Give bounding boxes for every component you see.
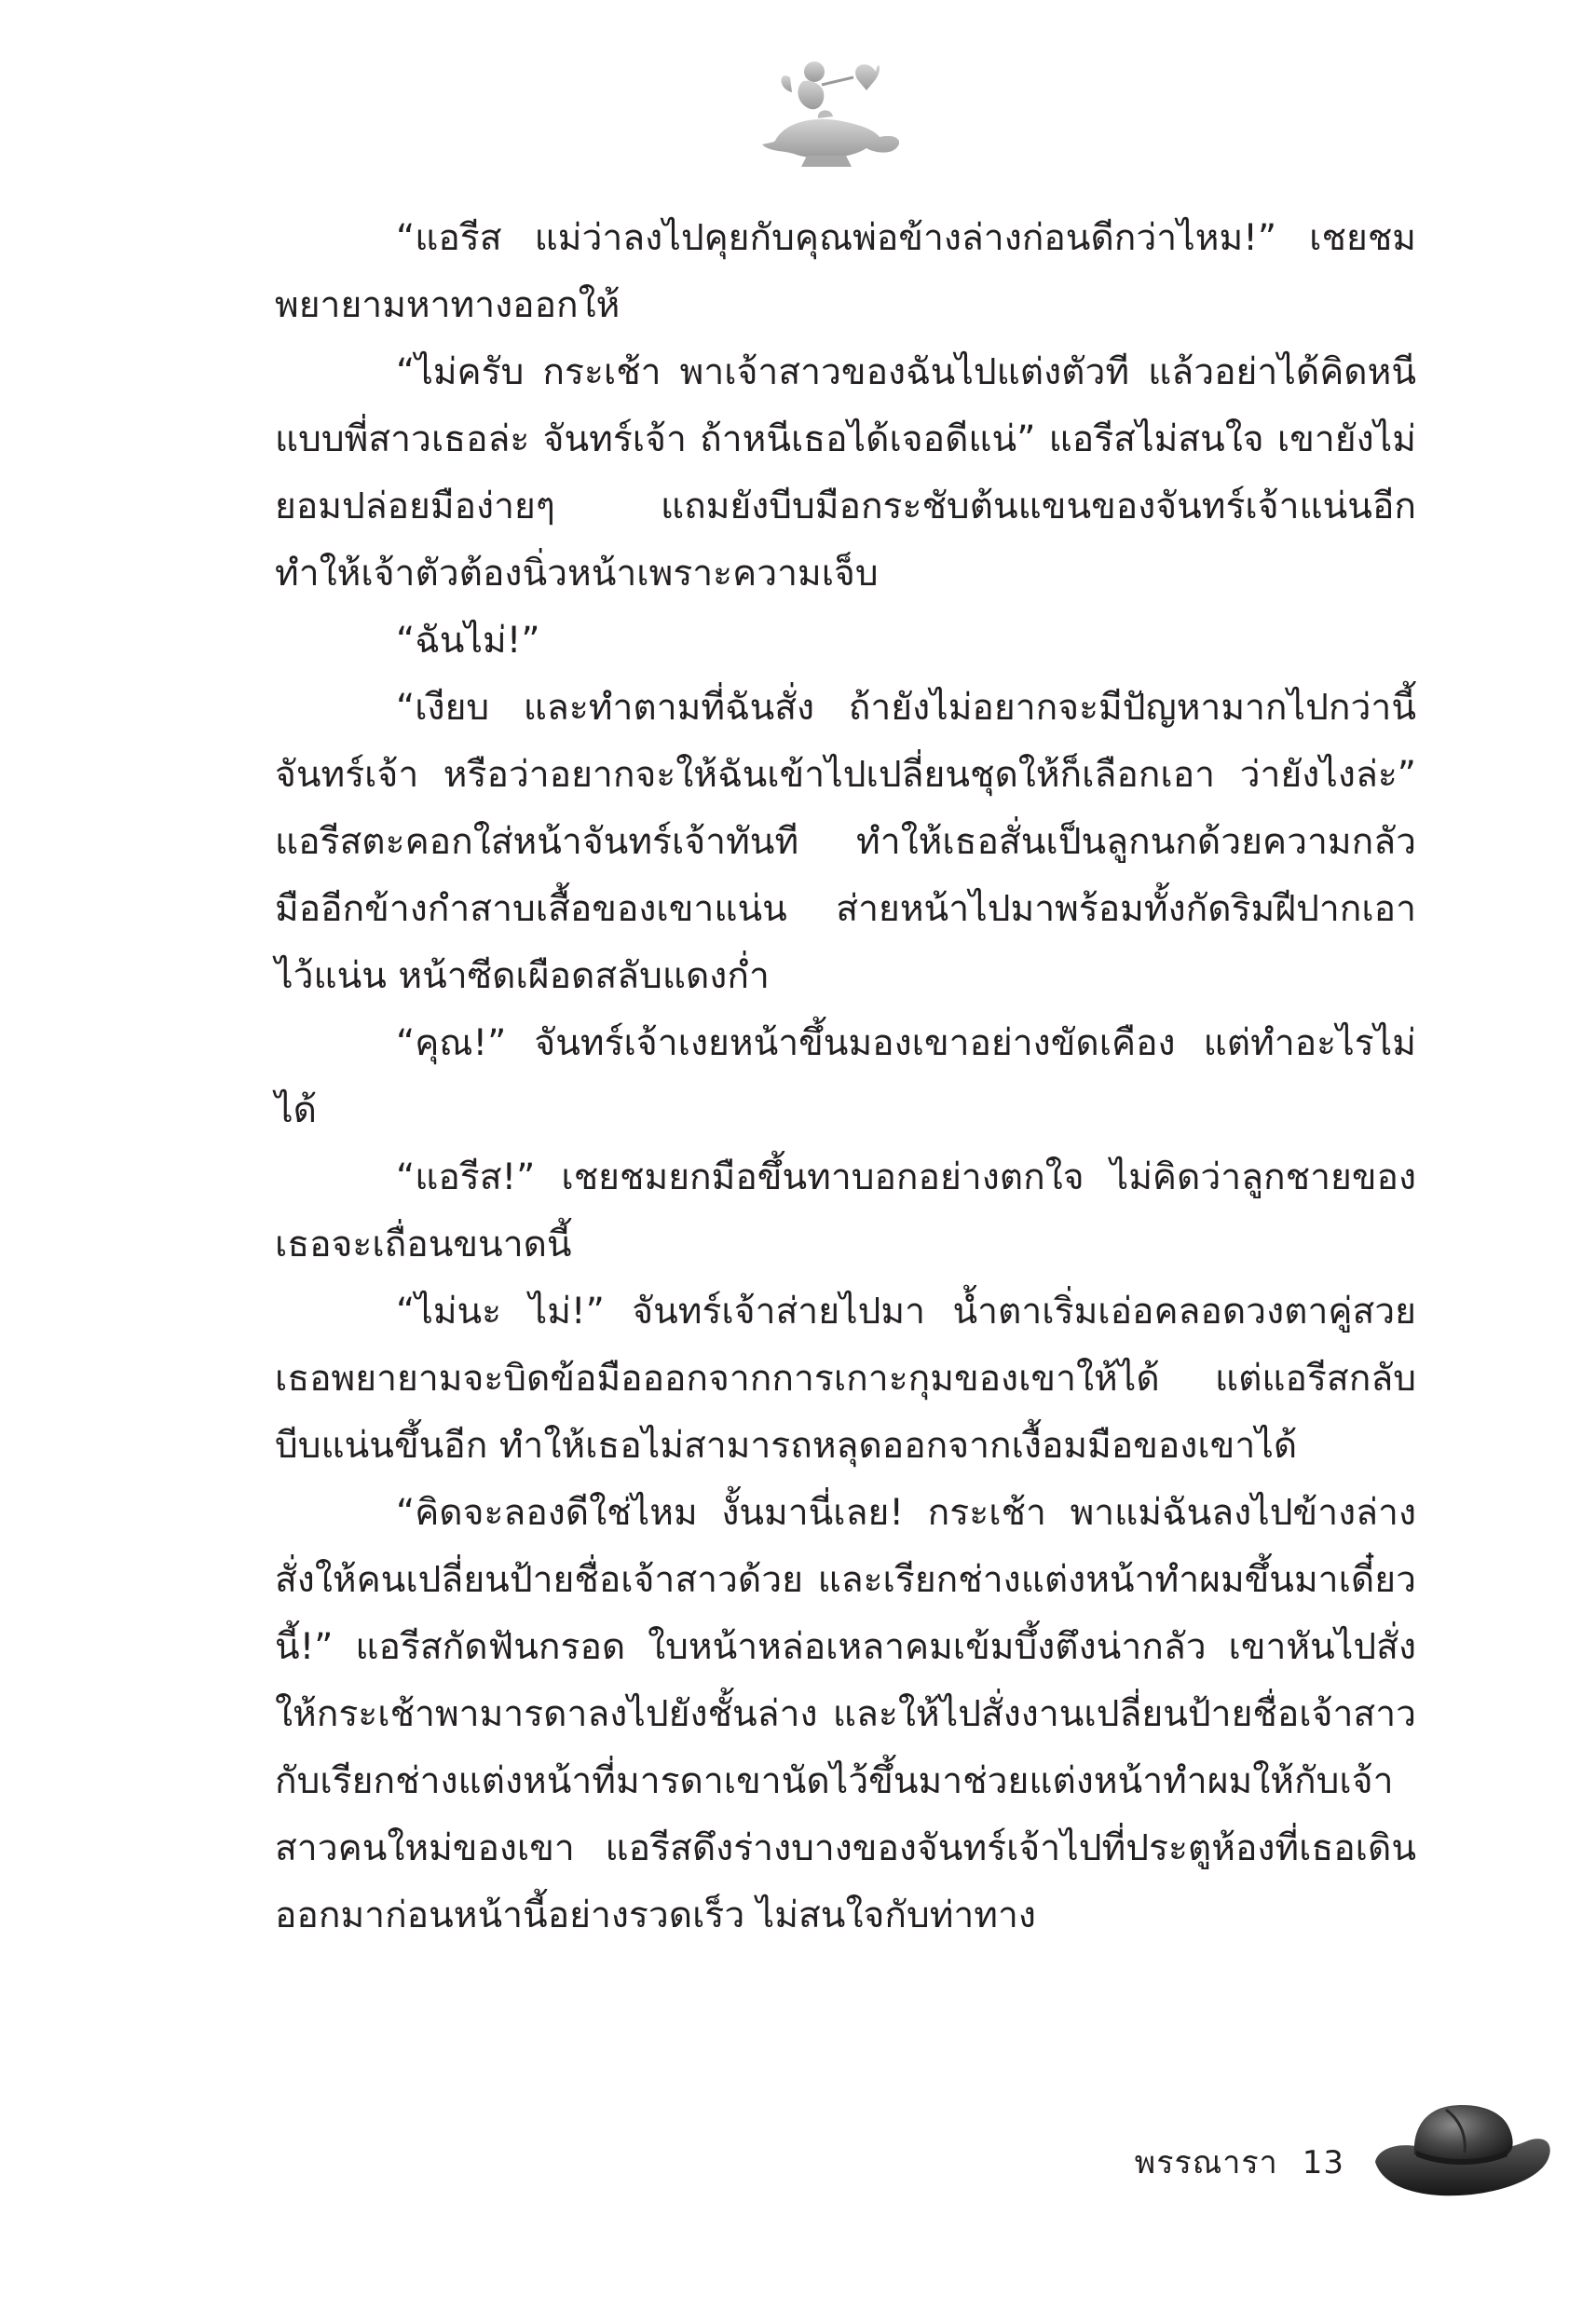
paragraph: “ฉันไม่!” [396,620,540,662]
paragraph: “คิดจะลองดีใช่ไหม งั้นมานี่เลย! กระเช้า พาแม่ฉันลงไปข้างล่าง สั่งให้คนเปลี่ยนป้ายชื่อเจ้าสาวด้วย และเรียกช่างแต่งหน้าทำผมขึ้นมาเดี๋ยวนี้!” แอรีสกัดฟันกรอด ใบหน้าหล่อเหลาคมเข้มบึ้งตึงน่ากลัว เขาหันไปสั่งให้กระเช้าพามารดาลงไปยังชั้นล่าง และให้ไปสั่งงานเปลี่ยนป้ายชื่อเจ้าสาว กับเรียกช่างแต่งหน้าที่มารดาเขานัดไว้ขึ้นมาช่วยแต่งหน้าทำผมให้กับเจ้าสาวคนใหม่ของเขา แอรีสดึงร่างบางของจันทร์เจ้าไปที่ประตูห้องที่เธอเดินออกมาก่อนหน้านี้อย่างรวดเร็ว ไม่สนใจกับท่าทาง [275,1492,1416,1936]
paragraph: “แอรีส!” เชยชมยกมือขึ้นทาบอกอย่างตกใจ ไม่คิดว่าลูกชายของเธอจะเถื่อนขนาดนี้ [275,1156,1416,1265]
paragraph: “คุณ!” จันทร์เจ้าเงยหน้าขึ้นมองเขาอย่างขัดเคือง แต่ทำอะไรไม่ได้ [275,1022,1416,1131]
page-footer [1135,2137,1344,2187]
book-title: พรรณารา [1134,2144,1278,2181]
paragraph: “ไม่นะ ไม่!” จันทร์เจ้าส่ายไปมา น้ำตาเริ่มเอ่อคลอดวงตาคู่สวย เธอพยายามจะบิดข้อมือออกจากการเกาะกุมของเขาให้ได้ แต่แอรีสกลับบีบแน่นขึ้นอีก ทำให้เธอไม่สามารถหลุดออกจากเงื้อมมือของเขาได้ [275,1291,1416,1467]
story-text [275,205,1416,1949]
paragraph: “แอรีส แม่ว่าลงไปคุยกับคุณพ่อข้างล่างก่อนดีกว่าไหม!” เชยชมพยายามหาทางออกให้ [275,217,1416,326]
paragraph: “เงียบ และทำตามที่ฉันสั่ง ถ้ายังไม่อยากจะมีปัญหามากไปกว่านี้ จันทร์เจ้า หรือว่าอยากจะให้ฉันเข้าไปเปลี่ยนชุดให้ก็เลือกเอา ว่ายังไงล่ะ” แอรีสตะคอกใส่หน้าจันทร์เจ้าทันที ทำให้เธอสั่นเป็นลูกนกด้วยความกลัว มืออีกข้างกำสาบเสื้อของเขาแน่น ส่ายหน้าไปมาพร้อมทั้งกัดริมฝีปากเอาไว้แน่น หน้าซีดเผือดสลับแดงก่ำ [275,687,1416,997]
paragraph: “ไม่ครับ กระเช้า พาเจ้าสาวของฉันไปแต่งตัวที แล้วอย่าได้คิดหนีแบบพี่สาวเธอล่ะ จันทร์เจ้า ถ้าหนีเธอได้เจอดีแน่” แอรีสไม่สนใจ เขายังไม่ยอมปล่อยมือง่ายๆ แถมยังบีบมือกระชับต้นแขนของจันทร์เจ้าแน่นอีก ทำให้เจ้าตัวต้องนิ่วหน้าเพราะความเจ็บ [275,351,1416,595]
cupid-teapot-ornament-icon [757,51,906,172]
cowboy-hat-icon [1370,2097,1556,2204]
page-number: 13 [1302,2144,1344,2181]
